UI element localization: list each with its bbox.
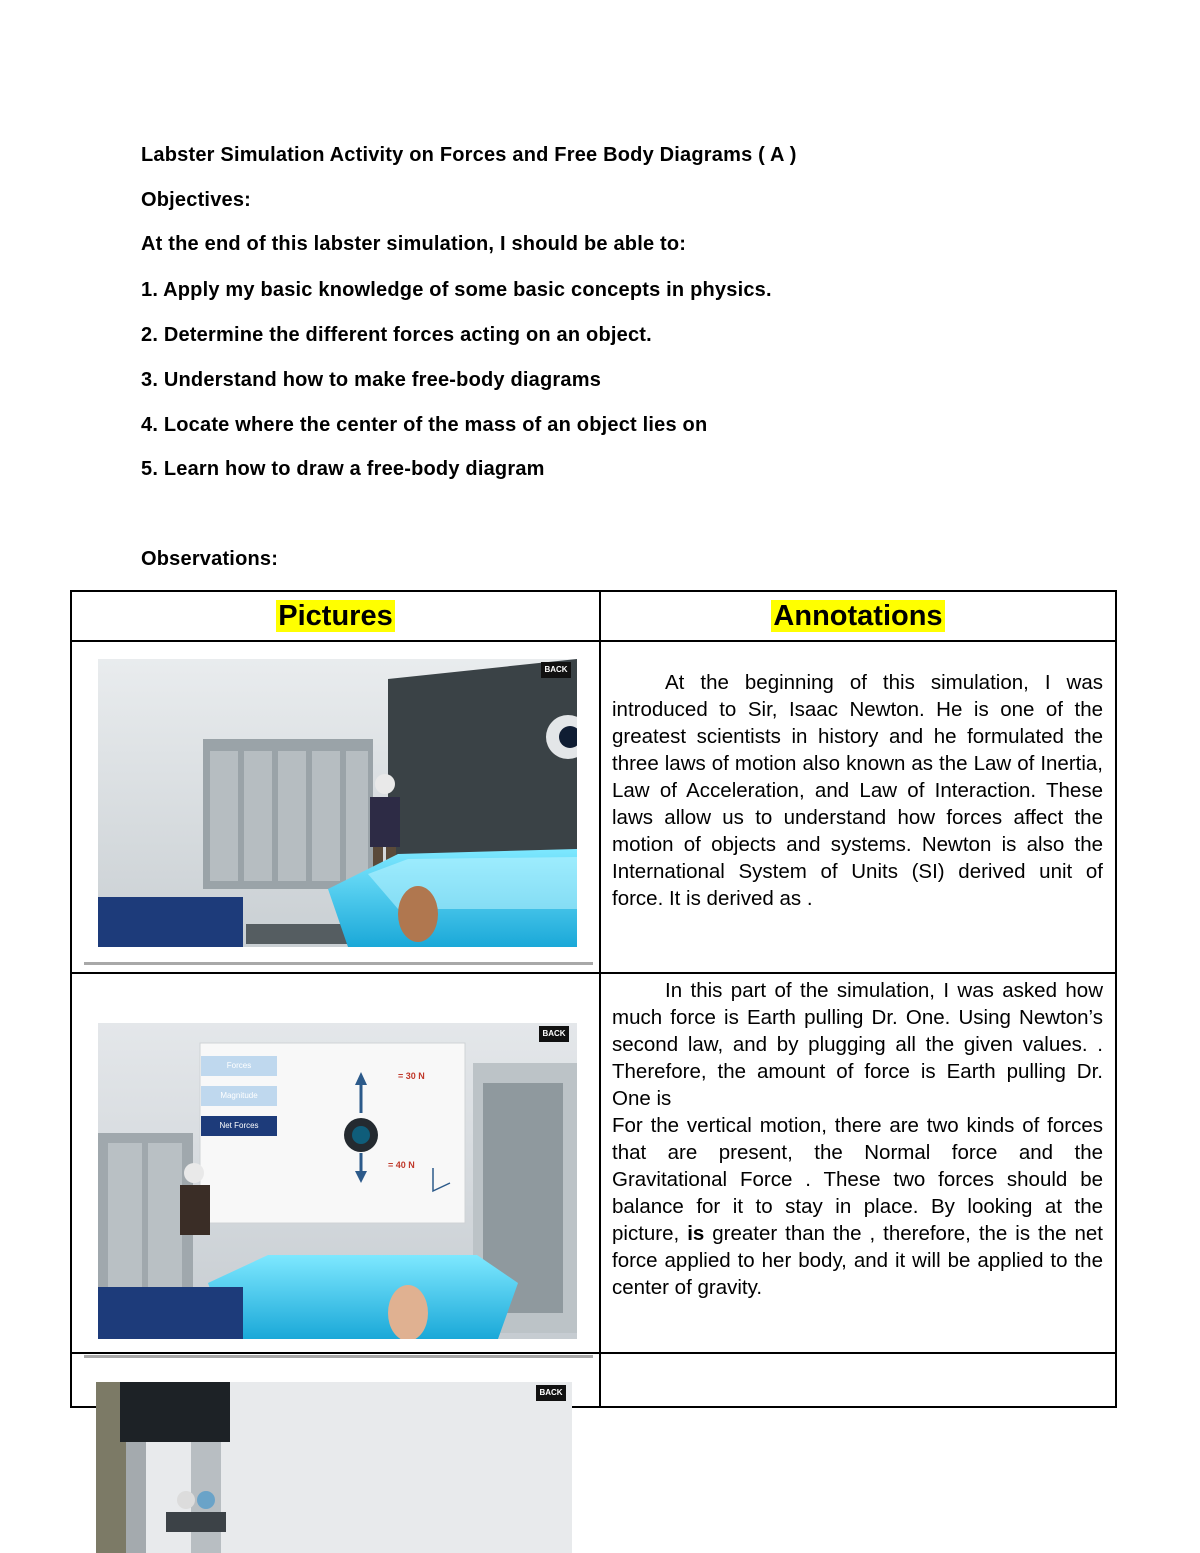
back-button: BACK [539, 1026, 569, 1042]
lab-scene-newton [98, 659, 577, 947]
annotation-text: greater than the , therefore, the is the net force applied to her body, and it will be applied to the center of gravity. [612, 1222, 1103, 1299]
objectives-label: Objectives: [141, 189, 252, 211]
menu-net-forces: Net Forces [201, 1116, 277, 1136]
back-button: BACK [536, 1385, 566, 1401]
objectives-intro: At the end of this labster simulation, I should be able to: [141, 233, 687, 255]
annotation-text: For the vertical motion, there are two kinds of forces that are present, the Normal force and the Gravitational Force . These two forces should be balance for it to stay in place. By looking at the picture, [612, 1114, 1103, 1245]
picture-divider [84, 1355, 593, 1358]
annotation-cell [600, 1353, 1116, 1407]
force-down-label: = 40 N [388, 1160, 415, 1170]
annotation-bold: is [687, 1222, 705, 1245]
objective-item: 1. Apply my basic knowledge of some basic concepts in physics. [141, 279, 772, 301]
pictures-header: Pictures [278, 600, 393, 632]
document-title: Labster Simulation Activity on Forces and Free Body Diagrams ( A ) [141, 144, 797, 166]
objective-item: 4. Locate where the center of the mass of an object lies on [141, 414, 708, 436]
pictures-header-cell [71, 591, 600, 641]
simulation-screenshot-2 [98, 1023, 577, 1339]
back-button: BACK [541, 662, 571, 678]
objective-item: 5. Learn how to draw a free-body diagram [141, 458, 545, 480]
objective-item: 2. Determine the different forces acting on an object. [141, 324, 652, 346]
annotation-cell [600, 641, 1116, 973]
annotations-header: Annotations [773, 600, 943, 632]
observations-label: Observations: [141, 548, 279, 570]
menu-forces: Forces [201, 1056, 277, 1076]
objective-item: 3. Understand how to make free-body diagrams [141, 369, 602, 391]
annotation-text: In this part of the simulation, I was asked how much force is Earth pulling Dr. One. Using Newton’s second law, and by plugging all the given values. . Therefore, the amount of force is Earth pulling Dr. One is [612, 979, 1103, 1110]
lab-scene-microscope [96, 1382, 572, 1553]
annotation-cell [600, 973, 1116, 1353]
simulation-screenshot-3 [96, 1382, 572, 1553]
menu-magnitude: Magnitude [201, 1086, 277, 1106]
annotations-header-cell [600, 591, 1116, 641]
force-up-label: = 30 N [398, 1071, 425, 1081]
lab-scene-forces-board [98, 1023, 577, 1339]
picture-divider [84, 962, 593, 965]
simulation-screenshot-1 [98, 659, 577, 947]
annotation-text: At the beginning of this simulation, I was introduced to Sir, Isaac Newton. He is one of the greatest scientists in history and he formulated the three laws of motion also known as the Law of Inertia, Law of Acceleration, and Law of Interaction. These laws allow us to understand how forces affect the motion of objects and systems. Newton is also the International System of Units (SI) derived unit of force. It is derived as . [612, 671, 1103, 910]
